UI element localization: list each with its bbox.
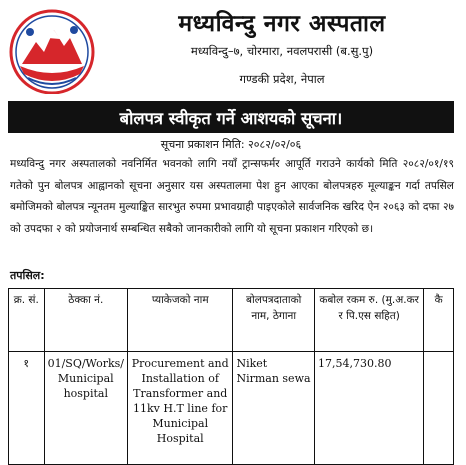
- bid-table: [8, 288, 454, 465]
- cell-bidder: Niket Nirman sewa: [233, 352, 315, 465]
- col-header-contract-no: ठेक्का नं.: [44, 289, 127, 352]
- cell-package-name: Procurement and Installation of Transformer and 11kv H.T line for Municipal Hospital: [128, 352, 233, 465]
- hospital-address: मध्यविन्दु–७, चोरमारा, नवलपरासी (ब.सु.पु): [190, 44, 374, 58]
- col-header-sn: क्र. सं.: [9, 289, 45, 352]
- col-header-bid-amount: कबोल रकम रु. (मु.अ.कर र पि.एस सहित): [314, 289, 423, 352]
- cell-sn: १: [9, 352, 45, 465]
- cell-bid-amount: 17,54,730.80: [314, 352, 423, 465]
- notice-body: मध्यविन्दु नगर अस्पतालको नवनिर्मित भवनको लागि नयाँ ट्रान्सफर्मर आपूर्ति गराउने कार्यको मिति २०८२/०१/१९ गतेको पुन बोलपत्र आह्वानको सूचना अनुसार यस अस्पतालमा पेश हुन आएका बोलपत्रहरु मूल्याङ्कन गर्दा तपसिल बमोजिमको बोलपत्र न्यूनतम मुल्याङ्कित सारभुत रुपमा प्रभावग्राही पाइएकोले सार्वजनिक खरिद ऐन २०६३ को दफा २७ को उपदफा २ को प्रयोजनार्थ सम्बन्धित सबैको जानकारीको लागि यो सूचना प्रकाशन गरिएको छ।: [10, 158, 454, 235]
- table-row: [9, 352, 454, 465]
- notice-title: बोलपत्र स्वीकृत गर्ने आशयको सूचना।: [119, 108, 343, 128]
- table-header-row: [9, 289, 454, 352]
- nepal-emblem-logo-icon: [8, 8, 96, 94]
- cell-remarks: [424, 352, 454, 465]
- hospital-name: मध्यविन्दु नगर अस्पताल: [178, 11, 386, 37]
- province-line: गण्डकी प्रदेश, नेपाल: [239, 72, 325, 86]
- col-header-package-name: प्याकेजको नाम: [128, 289, 233, 352]
- tafsil-label: तपसिल:: [10, 269, 45, 282]
- notice-title-banner: [8, 101, 454, 133]
- cell-contract-no: 01/SQ/Works/ Municipal hospital: [44, 352, 127, 465]
- publication-date: सूचना प्रकाशन मिति: २०८२/०२/०६: [160, 138, 302, 151]
- col-header-remarks: कै: [424, 289, 454, 352]
- col-header-bidder: बोलपत्रदाताको नाम, ठेगाना: [233, 289, 315, 352]
